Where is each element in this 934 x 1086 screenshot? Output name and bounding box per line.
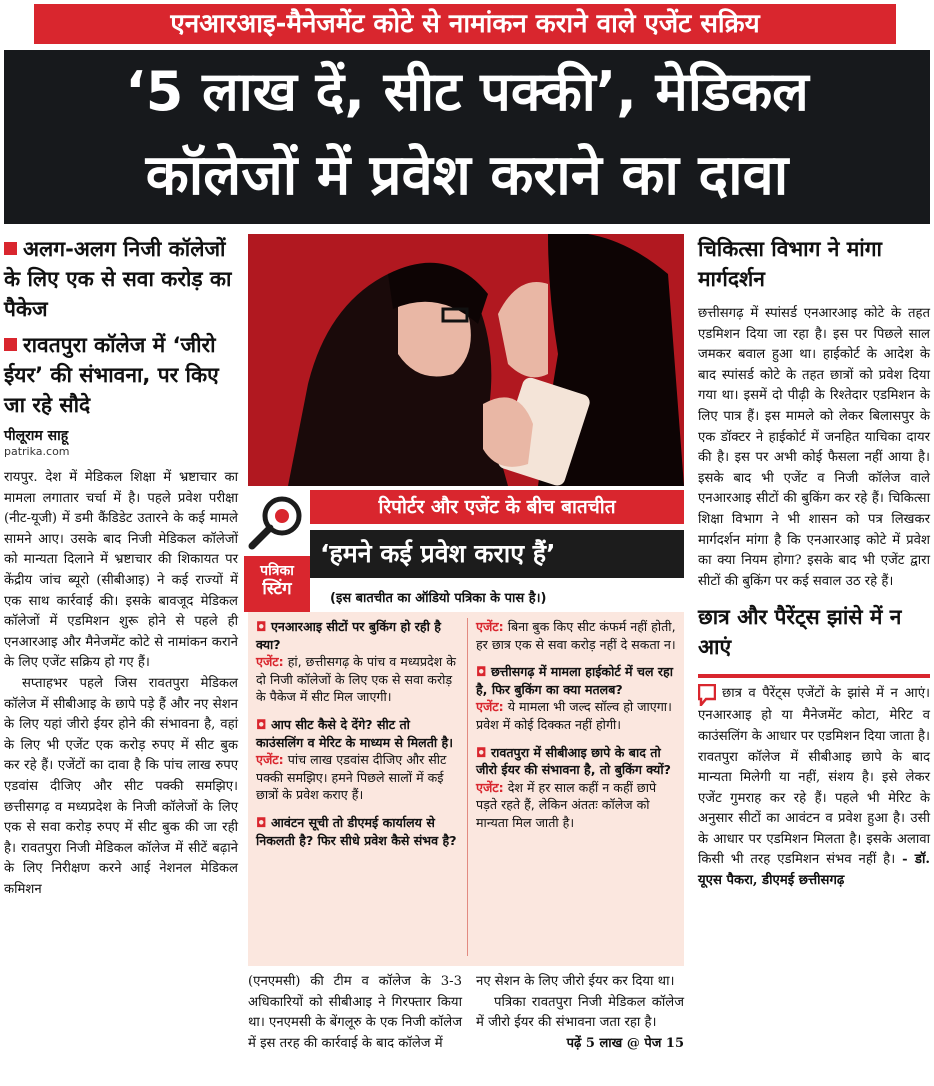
quote-body: छात्र व पैरेंट्स एजेंटों के झांसे में न आएं। एनआरआइ हो या मैनेजमेंट कोटा, मेरिट व काउंसलिंग के आधार पर एडमिशन दिया जाता है। रावतपुरा कॉलेज में सीबीआइ छापे के बाद मान्यता मिलेगी या नहीं, संशय है। इसे लेकर एजेंट गुमराह कर रहे हैं। पहले भी मेरिट के अनुसार सीटों का आवंटन व प्रवेश हुआ है। उसी के आधार पर एडमिशन मिलता है। इसके अलावा किसी भी तरह एडमिशन संभव नहीं है। - डॉ. यूएस पैकरा, डीएमई छत्तीसगढ़ [698, 686, 930, 889]
byline: पीलूराम साहू [4, 428, 69, 444]
qa-item: ◘ रावतपुरा में सीबीआइ छापे के बाद तो जीरो ईयर की संभावना है, तो बुकिंग क्यों? एजेंट: देश में हर साल कहीं न कहीं छापे पड़ते रहते हैं, लेकिन अंततः कॉलेज को मान्यता मिल जाती है। [476, 744, 671, 830]
question-marker-icon: ◘ [476, 664, 491, 680]
patrika-sting-badge: पत्रिका स्टिंग [244, 556, 310, 612]
sting-qa-left [256, 618, 460, 859]
qa-item: ◘ आप सीट कैसे दे देंगे? सीट तो काउंसलिंग व मेरिट के माध्यम से मिलती है। एजेंट: पांच लाख एडवांस दीजिए और सीट पक्की समझिए। हमने पिछले सालों में कई छात्रों के प्रवेश कराए हैं। [256, 716, 454, 803]
highlight-bullet: अलग-अलग निजी कॉलेजों के लिए एक से सवा करोड़ का पैकेज [4, 237, 232, 321]
article-body-right: छत्तीसगढ़ में स्पांसर्ड एनआरआइ कोटे के तहत एडमिशन दिया जा रहा है। इस पर पिछले साल जमकर बवाल हुआ था। हाईकोर्ट के आदेश के बाद स्पांसर्ड कोटे के तहत छात्रों को प्रवेश दिया गया था। इसमें दो पीढ़ी के रिश्तेदार एडमिशन के लिए पात्र हैं। इस मामले को लेकर बिलासपुर के एक डॉक्टर ने हाईकोर्ट में जनहित याचिका दायर की है। इस पर अभी कोई फैसला नहीं आया है। इसके बाद भी एजेंट व निजी कॉलेज वाले एनआरआइ सीटों की बुकिंग कर रहे हैं। चिकित्सा शिक्षा विभाग ने भी शासन को पत्र लिखकर मार्गदर्शन मांगा है कि एनआरआइ कोटे में प्रवेश का क्या नियम होगा? इसके बाद भी एजेंट द्वारा सीटों की बुकिंग पर कई सवाल उठ रहे हैं। [698, 306, 930, 589]
section-heading: छात्र और पैरेंट्स झांसे में न आएं [698, 605, 902, 660]
article-paragraph: सप्ताहभर पहले जिस रावतपुरा मेडिकल कॉलेज में सीबीआइ के छापे पड़े हैं और नए सेशन के लिए यहां जीरो ईयर होने की संभावना है, वहां के लिए भी एजेंट एक करोड़ रुपए में सीट बुक कर रहे हैं। एजेंटों का दावा है कि पांच लाख रुपए एडवांस दीजिए और सीट पक्की समझिए। छत्तीसगढ़ व मध्यप्रदेश के निजी कॉलेजों के लिए एक से सवा करोड़ रुपए में सीट बुक की जा रही है। रावतपुरा निजी मेडिकल कॉलेज में सीटें बढ़ाने के लिए निरीक्षण करने आई नेशनल मेडिकल कमिशन [4, 675, 238, 897]
section-heading: चिकित्सा विभाग ने मांगा मार्गदर्शन [698, 237, 882, 291]
article-paragraph: रायपुर. देश में मेडिकल शिक्षा में भ्रष्टाचार का मामला लगातार चर्चा में है। पहले प्रवेश परीक्षा (नीट-यूजी) में डमी कैंडिडेट उतारने के कई मामले सामने आए। उसके बाद निजी मेडिकल कॉलेजों को मान्यता दिलाने में भ्रष्टाचार की शिकायत पर केंद्रीय जांच ब्यूरो (सीबीआइ) ने कई राज्यों में एक साथ कार्रवाई की। इसके बावजूद मेडिकल कॉलेजों में एडमिशन शुरू होने से पहले ही एनआरआइ और मैनेजमेंट कोटे से नामांकन कराने के लिए एजेंट सक्रिय हो गए हैं। [4, 470, 238, 671]
magnifier-icon [244, 492, 306, 554]
qa-item: ◘ एनआरआइ सीटों पर बुकिंग हो रही है क्या? एजेंट: हां, छत्तीसगढ़ के पांच व मध्यप्रदेश के दो निजी कॉलेजों के लिए एक से सवा करोड़ के पैकेज में सीट मिल जाएगी। [256, 619, 456, 705]
question-marker-icon: ◘ [256, 814, 271, 830]
article-body-middle-right: नए सेशन के लिए जीरो ईयर कर दिया था। पत्रिका रावतपुरा निजी मेडिकल कॉलेज में जीरो ईयर की संभावना जता रहा है। पढ़ें 5 लाख @ पेज 15 [476, 972, 684, 1054]
headline-line-2: कॉलेजों में प्रवेश कराने का दावा [145, 143, 789, 208]
byline-website: patrika.com [4, 445, 70, 458]
divider-bar [698, 674, 930, 678]
sting-qa-right [476, 618, 678, 842]
sting-subtitle: (इस बातचीत का ऑडियो पत्रिका के पास है।) [330, 591, 547, 606]
question-marker-icon: ◘ [256, 716, 271, 732]
article-body-middle-left: (एनएमसी) की टीम व कॉलेज के 3-3 अधिकारियों को सीबीआइ ने गिरफ्तार किया था। एनएमसी के बेंगलूरु के एक निजी कॉलेज में इस तरह की कार्रवाई के बाद कॉलेज में [248, 974, 462, 1051]
highlight-bullet: रावतपुरा कॉलेज में ‘जीरो ईयर’ की संभावना, पर किए जा रहे सौदे [4, 333, 219, 417]
red-square-icon [4, 338, 17, 351]
headline-line-1: ‘5 लाख दें, सीट पक्की’, मेडिकल [125, 60, 809, 123]
right-column [698, 234, 930, 892]
headline [4, 50, 930, 224]
qa-answer-continued: एजेंट: बिना बुक किए सीट कंफर्म नहीं होती, हर छात्र एक से सवा करोड़ नहीं दे सकता न। [476, 619, 676, 652]
question-marker-icon: ◘ [256, 619, 271, 634]
left-column [4, 234, 238, 900]
sting-quote: ‘हमने कई प्रवेश कराए हैं’ [310, 530, 684, 578]
question-marker-icon: ◘ [476, 744, 491, 760]
article-body-left [4, 468, 238, 900]
kicker-banner: एनआरआइ-मैनेजमेंट कोटे से नामांकन कराने वाले एजेंट सक्रिय [34, 4, 896, 44]
qa-item: ◘ आवंटन सूची तो डीएमई कार्यालय से निकलती है? फिर सीधे प्रवेश कैसे संभव है? [256, 814, 457, 848]
column-divider [467, 618, 468, 956]
red-square-icon [4, 242, 17, 255]
illustration-photo [248, 234, 684, 486]
continued-page-ref: पढ़ें 5 लाख @ पेज 15 [566, 1035, 684, 1051]
quote-signature: - डॉ. यूएस पैकरा, डीएमई छत्तीसगढ़ [698, 852, 930, 889]
sting-title: रिपोर्टर और एजेंट के बीच बातचीत [310, 490, 684, 524]
quote-icon [698, 684, 716, 706]
qa-item: ◘ छत्तीसगढ़ में मामला हाईकोर्ट में चल रहा है, फिर बुकिंग का क्या मतलब? एजेंट: ये मामला भी जल्द सॉल्व हो जाएगा। प्रवेश में कोई दिक्कत नहीं होगी। [476, 664, 673, 732]
phone-user-illustration [248, 234, 684, 486]
